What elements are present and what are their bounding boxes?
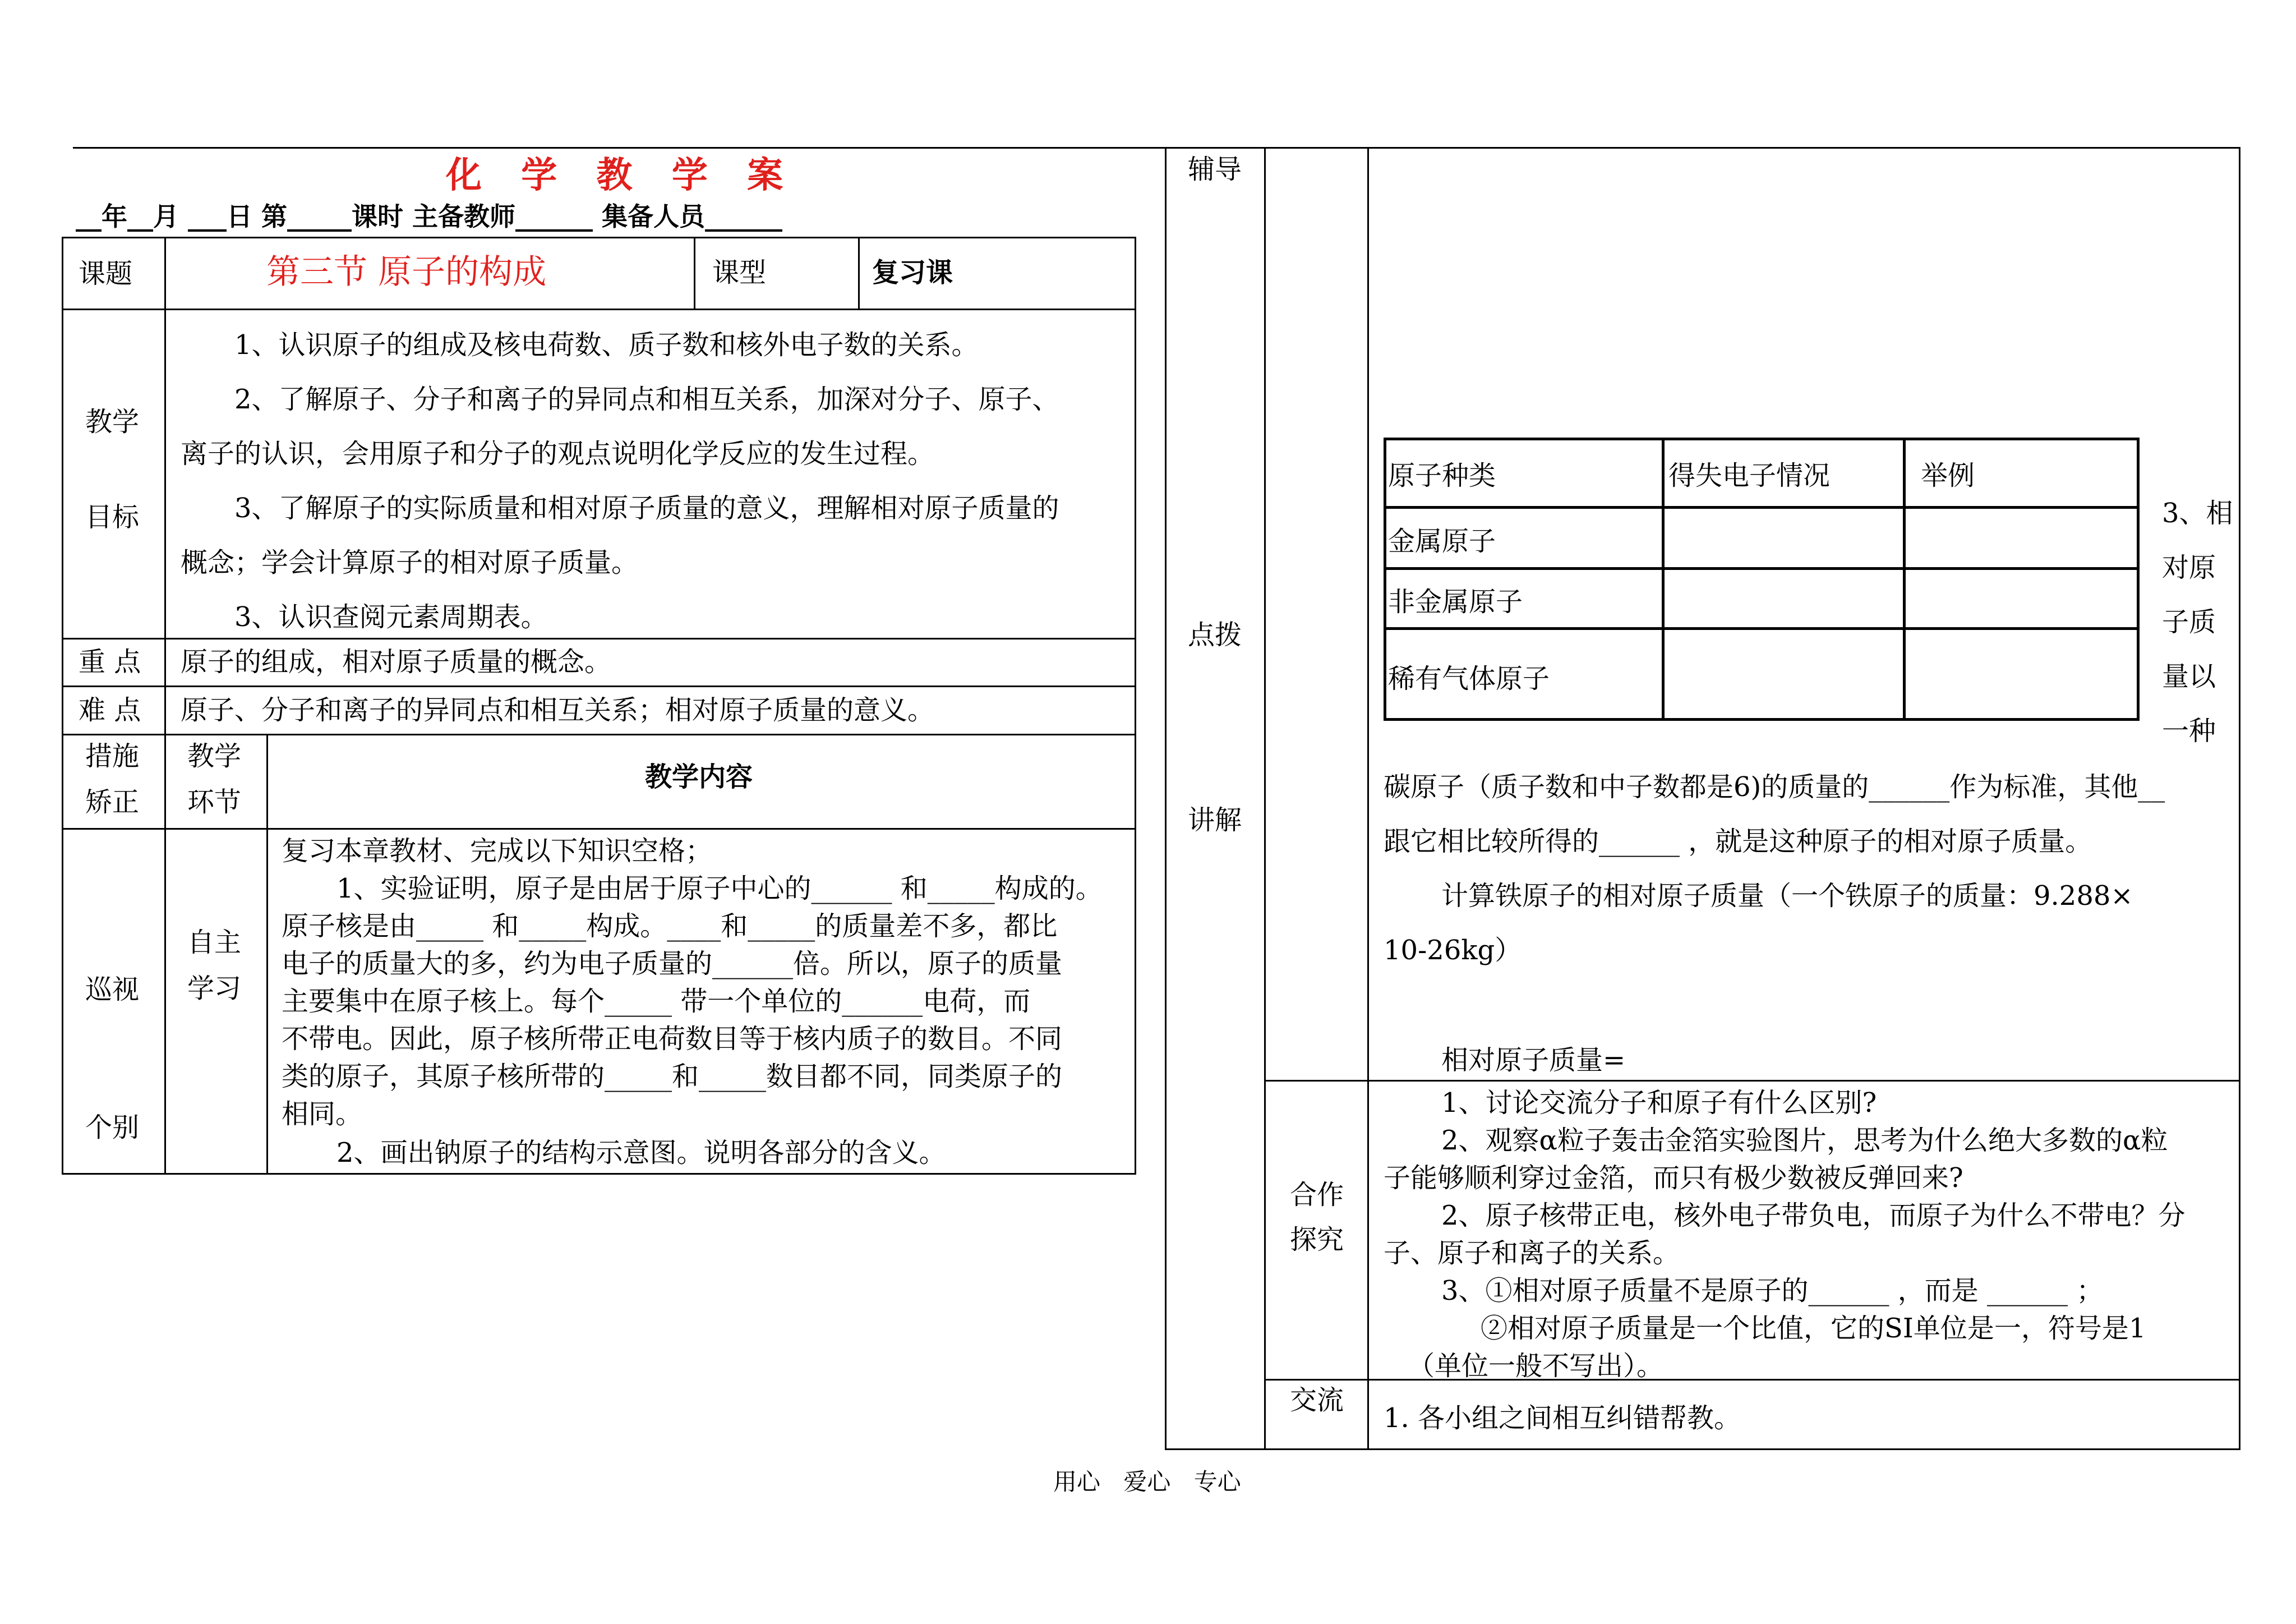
col-divider (1264, 147, 1266, 1450)
difficulty-text: 原子、分子和离子的异同点和相互关系；相对原子质量的意义。 (181, 694, 935, 726)
key-point-label: 重 点 (79, 646, 141, 678)
type-value: 复习课 (872, 257, 953, 288)
coop-label-1: 合作 (1290, 1179, 1344, 1211)
patrol-label-2: 个别 (85, 1112, 140, 1143)
coop-line: ②相对原子质量是一个比值，它的SI单位是一，符号是1 (1481, 1313, 2146, 1344)
footer-text: 用心 爱心 专心 (1053, 1468, 1241, 1496)
mass-line: 相对原子质量= (1441, 1045, 1626, 1076)
patrol-label-1: 巡视 (85, 974, 140, 1005)
col-divider (1367, 147, 1369, 1450)
content-line: 主要集中在原子核上。每个_____ 带一个单位的______电荷，而 (282, 986, 1031, 1017)
table-rule (1903, 438, 1906, 721)
difficulty-label: 难 点 (79, 694, 141, 726)
row-divider (62, 309, 1136, 310)
objective-item: 1、认识原子的组成及核电荷数、质子数和核外电子数的关系。 (234, 329, 979, 361)
row-divider (62, 686, 1136, 687)
coop-line: 子、原子和离子的关系。 (1384, 1237, 1680, 1269)
mass-line: 10-26kg） (1384, 935, 1522, 966)
phase-label-2: 环节 (187, 786, 242, 818)
mass-line: 碳原子（质子数和中子数都是6)的质量的______作为标准，其他__ (1384, 771, 2165, 803)
col-divider (858, 237, 860, 310)
row-divider (62, 638, 1136, 640)
col-divider (164, 237, 166, 1175)
page-title: 化 学 教 学 案 (446, 154, 797, 196)
exchange-label: 交流 (1290, 1384, 1344, 1416)
key-point-text: 原子的组成，相对原子质量的概念。 (181, 646, 612, 678)
side-text: 对原 (2162, 552, 2216, 583)
coop-line: 2、观察α粒子轰击金箔实验图片，思考为什么绝大多数的α粒 (1441, 1125, 2168, 1156)
col-divider (266, 734, 268, 1175)
content-line: 类的原子，其原子核所带的_____和_____数目都不同，同类原子的 (282, 1061, 1063, 1092)
table-rule (1662, 438, 1665, 721)
side-text: 子质 (2162, 606, 2216, 638)
objective-item: 概念；学会计算原子的相对原子质量。 (181, 547, 639, 578)
content-line: 复习本章教材、完成以下知识空格； (282, 835, 713, 867)
content-line: 原子核是由_____ 和_____构成。____和_____的质量差不多，都比 (282, 910, 1058, 942)
atom-table-header: 举例 (1921, 460, 1975, 491)
coop-line: 子能够顺利穿过金箔，而只有极少数被反弹回来? (1384, 1162, 1963, 1194)
atom-table-row-label: 稀有气体原子 (1388, 663, 1550, 694)
coop-line: 3、①相对原子质量不是原子的______ ，而是 ______ ； (1441, 1275, 2104, 1306)
phase-label-1: 教学 (187, 740, 242, 772)
type-label: 课型 (712, 257, 767, 288)
content-line: 不带电。因此，原子核所带正电荷数目等于核内质子的数目。不同 (282, 1023, 1063, 1055)
atom-table-row-label: 非金属原子 (1388, 586, 1523, 618)
side-text: 3、相 (2162, 498, 2233, 529)
row-divider (62, 828, 1136, 830)
objective-item: 3、认识查阅元素周期表。 (234, 601, 548, 633)
content-line: 2、画出钠原子的结构示意图。说明各部分的含义。 (336, 1137, 946, 1168)
self-study-label-1: 自主 (187, 927, 242, 958)
row-divider (62, 734, 1136, 735)
content-line: 电子的质量大的多，约为电子质量的______倍。所以，原子的质量 (282, 948, 1063, 979)
topic-label: 课题 (79, 258, 133, 289)
table-rule (1384, 506, 2140, 509)
explain-label: 讲解 (1188, 804, 1242, 836)
objectives-label-2: 目标 (85, 502, 140, 533)
point-label: 点拨 (1188, 619, 1242, 651)
objective-item: 2、了解原子、分子和离子的异同点和相互关系，加深对分子、原子、 (234, 384, 1059, 415)
content-line: 相同。 (282, 1098, 363, 1130)
self-study-label-2: 学习 (187, 973, 242, 1004)
table-rule (1384, 567, 2140, 570)
measures-label-2: 矫正 (85, 786, 140, 818)
objective-item: 离子的认识，会用原子和分子的观点说明化学反应的发生过程。 (181, 438, 935, 470)
objective-item: 3、了解原子的实际质量和相对原子质量的意义，理解相对原子质量的 (234, 493, 1059, 524)
mass-line: 计算铁原子的相对原子质量（一个铁原子的质量：9.288× (1441, 880, 2133, 912)
info-line: __年__月 ___日 第_____课时 主备教师______ 集备人员______ (76, 201, 783, 232)
content-line: 1、实验证明，原子是由居于原子中心的______ 和_____构成的。 (336, 873, 1103, 904)
atom-table-header: 得失电子情况 (1668, 460, 1831, 491)
coop-line: 1、讨论交流分子和原子有什么区别? (1441, 1087, 1877, 1119)
exchange-text: 1. 各小组之间相互纠错帮教。 (1384, 1402, 1741, 1434)
side-text: 量以 (2162, 661, 2216, 692)
row-divider (1264, 1080, 2240, 1082)
table-rule (1384, 627, 2140, 630)
atom-table-row-label: 金属原子 (1388, 526, 1496, 557)
coop-line: （单位一般不写出）。 (1408, 1350, 1664, 1382)
objectives-label-1: 教学 (85, 406, 140, 438)
mass-line: 跟它相比较所得的______ ，就是这种原子的相对原子质量。 (1384, 826, 2092, 857)
topic-value: 第三节 原子的构成 (266, 252, 547, 292)
content-header: 教学内容 (645, 761, 753, 793)
col-divider (694, 237, 695, 310)
coop-label-2: 探究 (1290, 1224, 1344, 1255)
coop-line: 2、原子核带正电，核外电子带负电，而原子为什么不带电？分 (1441, 1200, 2186, 1231)
atom-table-header: 原子种类 (1388, 460, 1496, 491)
side-text: 一种 (2162, 715, 2216, 747)
measures-label-1: 措施 (85, 740, 140, 772)
guide-label: 辅导 (1188, 154, 1242, 185)
